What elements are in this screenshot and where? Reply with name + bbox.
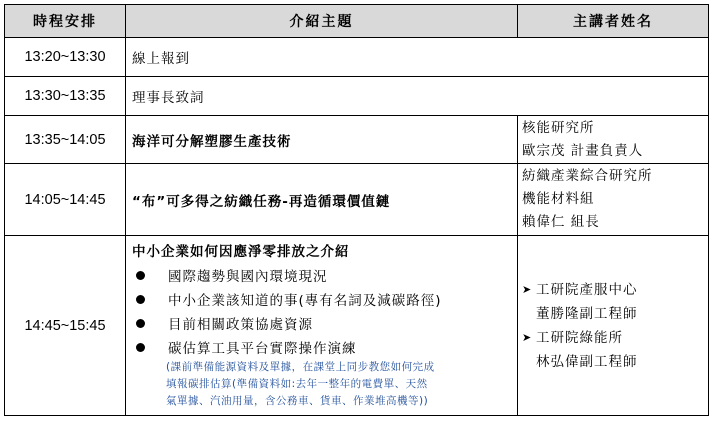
note-line: 填報碳排估算(準備資料如:去年一整年的電費單、天然 [166, 378, 428, 390]
header-topic: 介紹主題 [126, 5, 518, 38]
speaker-org: 工研院產服中心 [536, 281, 638, 298]
header-row [5, 5, 709, 38]
agenda-table [4, 4, 709, 416]
speaker-cell [518, 236, 709, 416]
bullet-item: 目前相關政策協處資源 [132, 311, 517, 335]
agenda-row [5, 38, 709, 77]
speaker-entry [522, 326, 708, 350]
time-cell: 13:30~13:35 [5, 77, 126, 116]
bullet-item: 碳估算工具平台實際操作演練 [132, 335, 517, 359]
time-cell: 13:20~13:30 [5, 38, 126, 77]
bullet-icon [136, 295, 145, 304]
topic-cell: 線上報到 [126, 38, 709, 77]
speaker-entry [522, 278, 708, 302]
topic-cell: “布”可多得之紡織任務-再造循環價值鏈 [126, 164, 518, 236]
speaker-cell [518, 164, 709, 236]
bullet-item: 國際趨勢與國內環境現況 [132, 263, 517, 287]
time-cell: 14:45~15:45 [5, 236, 126, 416]
agenda-row [5, 164, 709, 236]
speaker-name: 賴偉仁 組長 [522, 214, 600, 230]
topic-cell: 理事長致詞 [126, 77, 709, 116]
time-cell: 13:35~14:05 [5, 116, 126, 164]
topic-title: 中小企業如何因應淨零排放之介紹 [132, 244, 350, 260]
speaker-dept: 機能材料組 [522, 191, 595, 207]
header-time: 時程安排 [5, 5, 126, 38]
bullet-item: 中小企業該知道的事(專有名詞及減碳路徑) [132, 287, 517, 311]
speaker-cell [518, 116, 709, 164]
bullet-icon [136, 271, 145, 280]
speaker-org: 核能研究所 [522, 119, 595, 136]
speaker-name: 歐宗茂 計畫負責人 [522, 142, 644, 159]
arrowhead-icon: ➤ [522, 330, 533, 344]
speaker-org: 工研院綠能所 [536, 329, 623, 346]
speaker-name: 董勝隆副工程師 [536, 305, 638, 322]
speaker-org: 紡織產業綜合研究所 [522, 168, 653, 184]
note-line: 氣單據、汽油用量，含公務車、貨車、作業堆高機等)) [166, 395, 429, 407]
arrowhead-icon: ➤ [522, 282, 533, 296]
agenda-row [5, 116, 709, 164]
bullet-icon [136, 319, 145, 328]
header-speaker: 主講者姓名 [518, 5, 709, 38]
agenda-row [5, 77, 709, 116]
time-cell: 14:05~14:45 [5, 164, 126, 236]
speaker-name: 林弘偉副工程師 [536, 353, 638, 370]
bullet-icon [136, 343, 145, 352]
agenda-row [5, 236, 709, 416]
topic-cell: 海洋可分解塑膠生產技術 [126, 116, 518, 164]
topic-cell [126, 236, 518, 416]
note-line: (課前準備能源資料及單據，在課堂上同步教您如何完成 [166, 361, 435, 373]
